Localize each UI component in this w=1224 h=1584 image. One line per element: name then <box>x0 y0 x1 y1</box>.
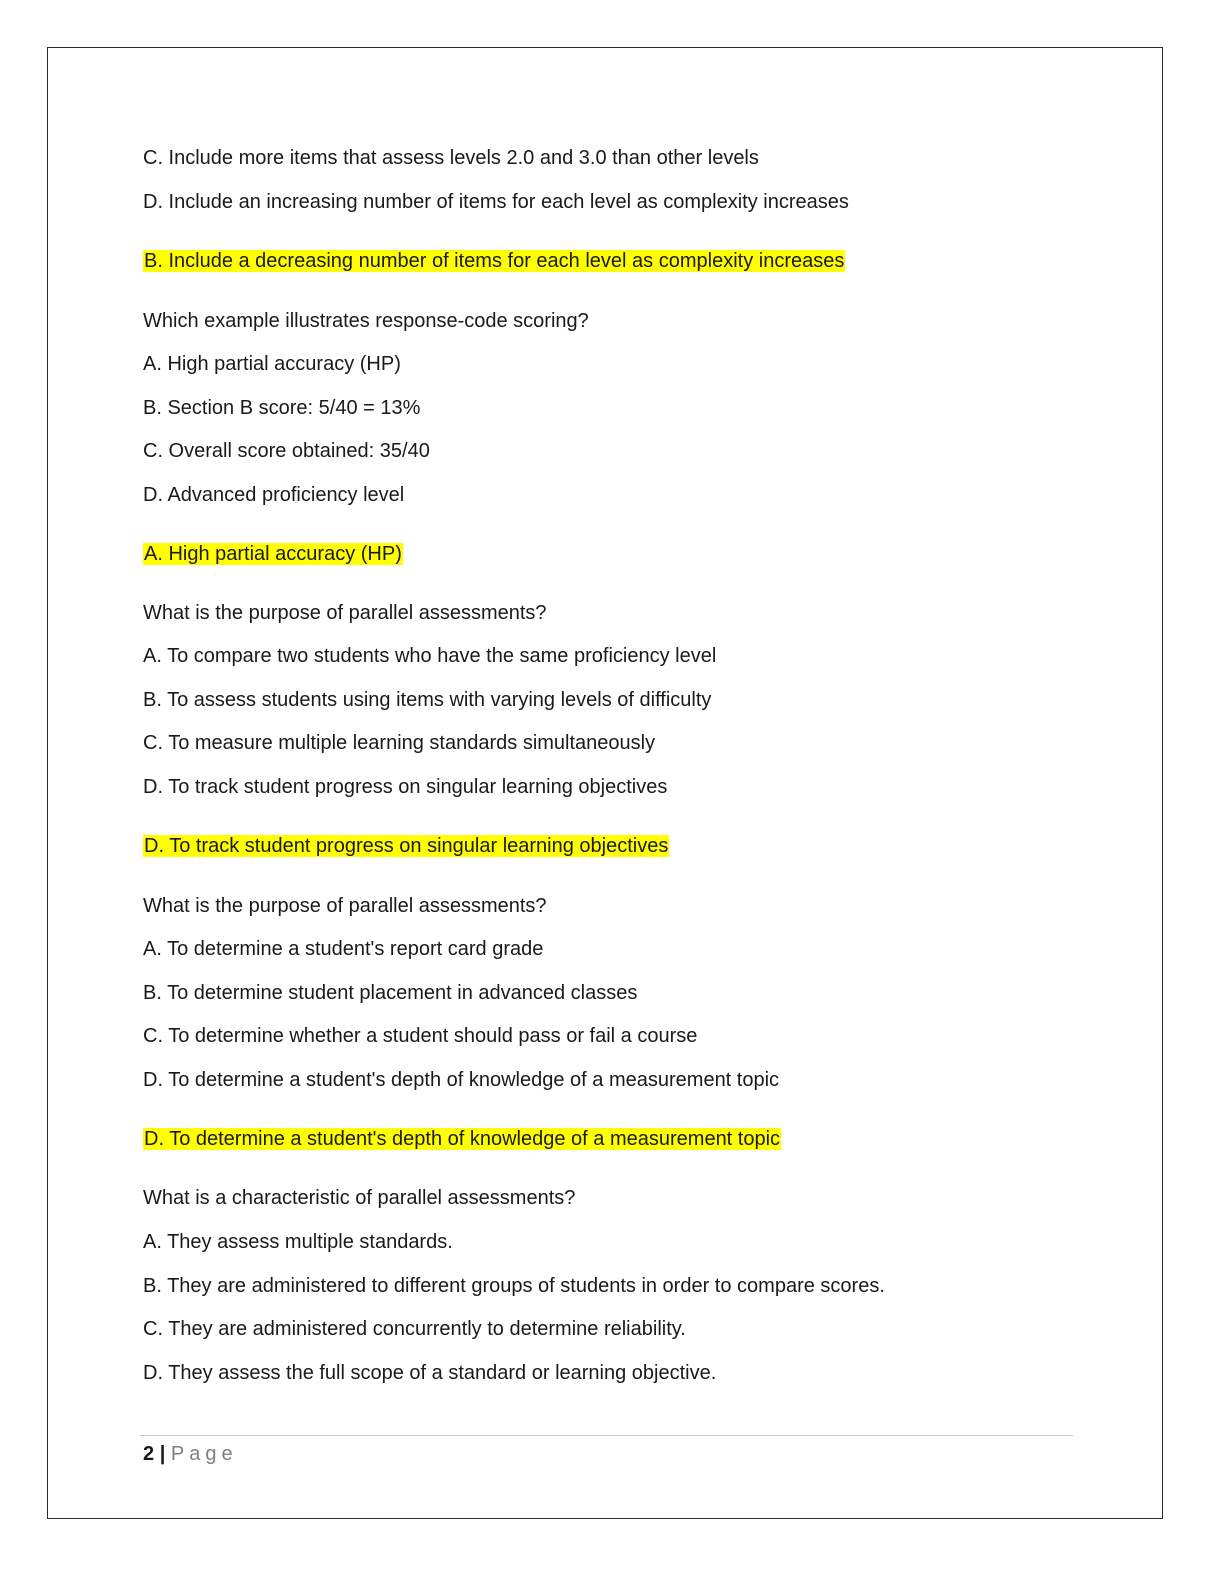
option-line: D. To determine a student's depth of knowledge of a measurement topic <box>143 1069 780 1091</box>
option-line: A. To compare two students who have the same proficiency level <box>143 645 717 667</box>
option-line: B. They are administered to different groups of students in order to compare scores. <box>143 1275 885 1297</box>
option-line: A. High partial accuracy (HP) <box>143 353 401 375</box>
option-line: C. To determine whether a student should pass or fail a course <box>143 1025 698 1047</box>
option-line: B. Section B score: 5/40 = 13% <box>143 397 421 419</box>
option-line: C. To measure multiple learning standards simultaneously <box>143 732 656 754</box>
footer-rule <box>140 1435 1073 1436</box>
option-line: A. They assess multiple standards. <box>143 1231 453 1253</box>
answer-line <box>143 541 403 567</box>
option-line: D. Include an increasing number of items for each level as complexity increases <box>143 191 849 213</box>
answer-highlight: B. Include a decreasing number of items for each level as complexity increases <box>144 250 845 272</box>
option-line: B. To assess students using items with varying levels of difficulty <box>143 689 712 711</box>
option-line: D. Advanced proficiency level <box>143 484 405 506</box>
answer-highlight: D. To determine a student's depth of knowledge of a measurement topic <box>144 1128 781 1150</box>
answer-line <box>143 833 669 859</box>
question-line: What is the purpose of parallel assessments? <box>143 602 547 624</box>
answer-line <box>143 248 845 274</box>
option-line: B. To determine student placement in advanced classes <box>143 982 638 1004</box>
option-line: D. They assess the full scope of a standard or learning objective. <box>143 1362 717 1384</box>
option-line: A. To determine a student's report card grade <box>143 938 544 960</box>
option-line: C. Include more items that assess levels 2.0 and 3.0 than other levels <box>143 147 759 169</box>
page-label: Page <box>170 1443 238 1465</box>
option-line: D. To track student progress on singular learning objectives <box>143 776 668 798</box>
question-line: What is the purpose of parallel assessments? <box>143 895 547 917</box>
option-line: C. They are administered concurrently to determine reliability. <box>143 1318 686 1340</box>
question-line: Which example illustrates response-code scoring? <box>143 310 589 332</box>
page-footer <box>143 1441 238 1467</box>
answer-highlight: D. To track student progress on singular learning objectives <box>144 835 669 857</box>
footer-separator: | <box>159 1443 166 1465</box>
answer-line <box>143 1126 781 1152</box>
option-line: C. Overall score obtained: 35/40 <box>143 440 430 462</box>
page-number: 2 <box>143 1443 155 1465</box>
answer-highlight: A. High partial accuracy (HP) <box>144 543 402 565</box>
question-line: What is a characteristic of parallel assessments? <box>143 1187 576 1209</box>
